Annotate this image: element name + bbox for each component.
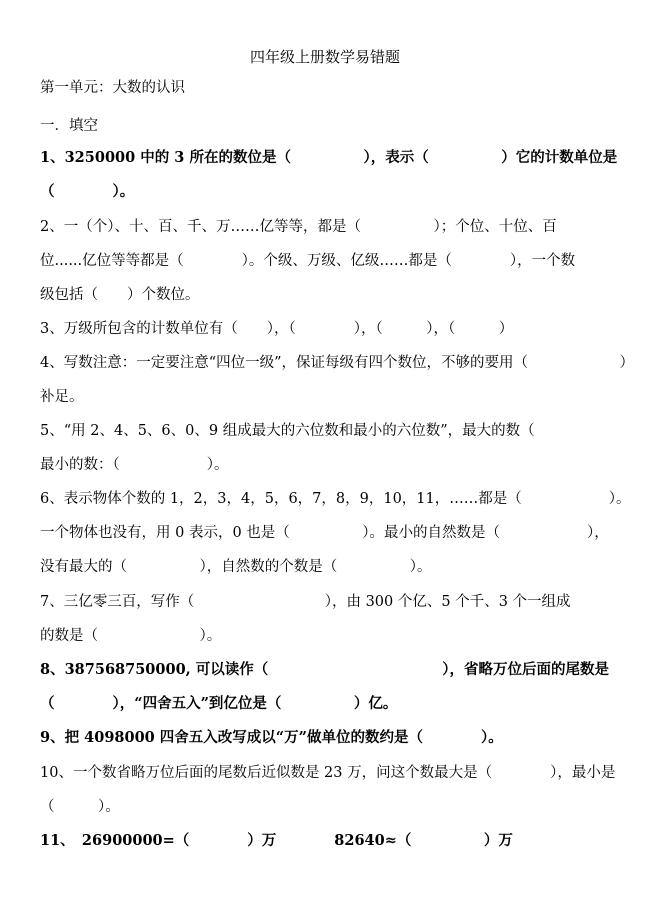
question-8-line-2: （ ），“四舍五入”到亿位是（ ）亿。 (40, 695, 398, 712)
worksheet-title: 四年级上册数学易错题 (249, 48, 400, 66)
question-2-line-2: 位......亿位等等都是（ ）。个级、万级、亿级……都是（ ），一个数 (40, 253, 576, 269)
question-6-line-2: 一个物体也没有，用 0 表示，0 也是（ ）。最小的自然数是（ ）， (40, 525, 609, 541)
question-7-line-2: 的数是（ ）。 (40, 628, 222, 644)
question-3-line-1: 3、万级所包含的计数单位有（ ），（ ），（ ），（ ） (40, 321, 514, 337)
question-4-line-2: 补足。 (40, 389, 84, 405)
question-6-line-1: 6、表示物体个数的 1，2，3，4，5，6，7，8，9，10，11，……都是（ ）。 (40, 491, 631, 507)
question-2-line-1: 2、一（个）、十、百、千、万……亿等等，都是（ ）；个位、十位、百 (40, 219, 557, 235)
question-4-line-1 (40, 353, 640, 373)
question-10-line-1: 10、一个数省略万位后面的尾数后近似数是 23 万，问这个数最大是（ ），最小是 (40, 765, 616, 781)
question-1-line-1: 1、3250000 中的 3 所在的数位是（ ），表示（ ）它的计数单位是 (40, 149, 618, 166)
question-7-line-1: 7、三亿零三百，写作（ ），由 300 个亿、5 个千、3 个一组成 (40, 594, 571, 610)
question-10-line-2: （ ）。 (40, 799, 120, 815)
question-8-line-1: 8、387568750000, 可以读作（ ），省略万位后面的尾数是 (40, 661, 610, 678)
question-5-line-1: 5、“用 2、4、5、6、0、9 组成最大的六位数和最小的六位数”，最大的数（ (40, 423, 535, 439)
question-9-line-1: 9、把 4098000 四舍五入改写成以“万”做单位的数约是（ ）。 (40, 729, 503, 746)
section-heading: 一．填空 (40, 118, 98, 134)
question-11-line-1: 11、 26900000=（ ）万 82640≈（ ）万 (40, 832, 513, 849)
unit-heading: 第一单元：大数的认识 (40, 80, 185, 96)
question-2-line-3: 级包括（ ）个数位。 (40, 287, 200, 303)
question-4-closing-bracket: ） (619, 355, 634, 371)
question-1-line-2: （ ）。 (40, 183, 135, 200)
question-4-text: 4、写数注意：一定要注意“四位一级”，保证每级有四个数位，不够的要用（ (40, 355, 529, 371)
question-6-line-3: 没有最大的（ ），自然数的个数是（ ）。 (40, 559, 432, 575)
question-5-line-2: 最小的数：（ ）。 (40, 457, 229, 473)
